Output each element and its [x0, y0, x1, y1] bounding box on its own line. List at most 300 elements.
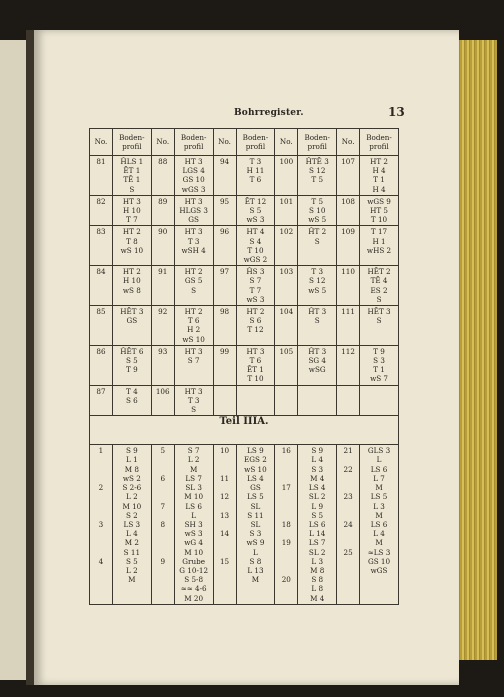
borehole-number-column [213, 445, 236, 604]
profile-layer: HT 3 [184, 386, 203, 396]
soil-profile [174, 345, 213, 385]
borehole-number: 85 [90, 306, 113, 346]
borehole-number: 86 [90, 345, 113, 385]
soil-profile-column [112, 445, 151, 604]
profile-layer: S [129, 184, 135, 194]
profile-layer: S 6 [249, 316, 262, 326]
profile-layer: T 9 [373, 346, 385, 356]
profile-layer: L 9 [311, 501, 324, 511]
profile-layer: T 3 [187, 395, 200, 405]
borehole-number-column [275, 445, 298, 604]
profile-layer: TĒ 1 [123, 175, 141, 185]
spacer [277, 502, 295, 511]
borehole-number: 1 [98, 446, 104, 456]
profile-layer: M [189, 464, 198, 474]
profile-layer: S 5 [125, 356, 138, 366]
profile-layer: M [375, 483, 383, 493]
profile-layer: L [253, 547, 258, 557]
borehole-number: 107 [337, 156, 360, 196]
borehole-number-column [337, 445, 360, 604]
borehole-number: 94 [213, 156, 236, 196]
borehole-number: 22 [343, 464, 353, 474]
profile-layer: T 6 [249, 175, 262, 185]
profile-layer: S 6 [125, 395, 138, 405]
profile-layer: S 5-8 [184, 575, 204, 585]
spacer [154, 455, 172, 464]
profile-layer: H 4 [372, 184, 386, 194]
empty-cell [360, 385, 399, 416]
profile-layer: LS 5 [370, 492, 388, 502]
table-header-row [90, 129, 399, 156]
profile-layer: LS 6 [370, 519, 388, 529]
borehole-number: 92 [151, 306, 174, 346]
profile-layer: HT 2 [184, 267, 203, 277]
soil-profile [360, 156, 399, 196]
borehole-number: 97 [213, 266, 236, 306]
profile-layer: S 2-6 [122, 483, 142, 493]
soil-profile [298, 156, 337, 196]
borehole-number: 8 [160, 519, 166, 529]
profile-layer: L 4 [373, 529, 385, 539]
profile-layer: G 10-12 [179, 565, 209, 575]
spacer [154, 529, 172, 538]
profile-layer: HT 3 [184, 157, 203, 166]
profile-layer: H 2 [187, 325, 201, 335]
profile-layer: LS 7 [308, 538, 326, 548]
soil-profile [174, 195, 213, 226]
col-no-header: No. [90, 129, 113, 156]
profile-layer: S 10 [309, 206, 326, 216]
soil-profile [112, 266, 151, 306]
soil-profile [174, 306, 213, 346]
section-1-body [90, 156, 399, 416]
profile-layer: GLS 3 [367, 446, 391, 456]
borehole-number: 5 [160, 446, 166, 456]
borehole-number-column [90, 445, 113, 604]
profile-layer: HĒT 3 [367, 307, 391, 317]
profile-layer: wS 8 [122, 285, 141, 295]
spacer [277, 529, 295, 538]
spacer [277, 566, 295, 575]
spacer [92, 474, 110, 483]
spacer [216, 548, 234, 557]
soil-profile-column [174, 445, 213, 604]
profile-layer: HT 2 [184, 307, 203, 317]
soil-profile-column [236, 445, 275, 604]
borehole-number: 112 [337, 345, 360, 385]
borehole-number: 83 [90, 226, 113, 266]
profile-layer: LS 3 [123, 519, 141, 529]
profile-layer: M 4 [310, 473, 325, 483]
profile-layer: S 5 [249, 206, 262, 216]
profile-layer: L 1 [126, 455, 138, 465]
borehole-number: 14 [219, 529, 230, 539]
page-header [34, 105, 459, 122]
spacer [277, 455, 295, 464]
spacer [216, 538, 234, 547]
profile-layer: LS 6 [308, 519, 326, 529]
profile-layer: S 12 [309, 166, 326, 176]
profile-layer: wGS [370, 565, 388, 575]
spacer [216, 483, 234, 492]
profile-layer: L [376, 455, 382, 465]
borehole-number: 21 [343, 446, 353, 456]
profile-layer: HĒT 2 [367, 267, 391, 277]
spacer [92, 575, 110, 584]
profile-layer: M 4 [310, 593, 325, 603]
profile-layer: M [251, 575, 260, 585]
profile-layer: ĒT 1 [123, 166, 141, 176]
borehole-number: 15 [219, 556, 230, 566]
col-profil-header: Boden-profil [360, 129, 399, 156]
profile-layer: H 4 [372, 166, 386, 176]
col-profil-header: Boden-profil [174, 129, 213, 156]
profile-layer: S [314, 316, 320, 326]
borehole-number: 96 [213, 226, 236, 266]
borehole-number: 12 [219, 492, 230, 502]
profile-layer: HT 5 [370, 206, 388, 216]
profile-layer: ĒT 12 [244, 196, 267, 206]
profile-layer: ĤS 3 [246, 267, 265, 277]
borehole-number: 102 [275, 226, 298, 266]
borehole-number: 7 [160, 501, 166, 511]
spacer [277, 594, 295, 603]
profile-layer: T 17 [370, 227, 388, 237]
profile-layer: ĤLS 1 [120, 157, 144, 166]
table-row [90, 306, 399, 346]
profile-layer: M [375, 510, 383, 520]
borehole-number: 106 [151, 385, 174, 416]
profile-layer: EGS 2 [244, 455, 267, 465]
profile-layer: L [191, 510, 197, 520]
borehole-number: 6 [160, 473, 166, 483]
profile-layer: HT 3 [184, 346, 203, 356]
profile-layer: S 7 [187, 356, 200, 366]
empty-cell [236, 385, 275, 416]
profile-layer: S 5 [125, 556, 138, 566]
profile-layer: T 9 [126, 365, 138, 375]
col-no-header: No. [275, 129, 298, 156]
soil-profile [236, 226, 275, 266]
spacer [277, 557, 295, 566]
profile-layer: wHS 2 [366, 245, 392, 255]
soil-profile [236, 266, 275, 306]
section-divider-row [90, 416, 399, 445]
table-row [90, 226, 399, 266]
borehole-number: 93 [151, 345, 174, 385]
profile-layer: L 2 [187, 455, 200, 465]
profile-layer: T 1 [373, 365, 385, 375]
profile-layer: wS 3 [246, 294, 265, 304]
profile-layer: ĒT 1 [246, 365, 264, 375]
profile-layer: S 3 [311, 464, 324, 474]
profile-layer: ≈LS 3 [367, 547, 391, 557]
empty-cell [275, 385, 298, 416]
borehole-number: 4 [98, 556, 104, 566]
profile-layer: L 8 [311, 584, 324, 594]
borehole-number: 10 [219, 446, 230, 456]
profile-layer: T 6 [187, 316, 200, 326]
spacer [216, 455, 234, 464]
profile-layer: SG 4 [308, 356, 326, 366]
spacer [277, 492, 295, 501]
profile-layer: HT 2 [370, 157, 388, 166]
profile-layer: M 10 [184, 547, 204, 557]
profile-layer: LS 4 [247, 473, 264, 483]
spacer [92, 566, 110, 575]
profile-layer: GS [188, 215, 199, 225]
profile-layer: T 4 [126, 386, 138, 396]
borehole-number: 99 [213, 345, 236, 385]
empty-cell [298, 385, 337, 416]
profile-layer: M 10 [184, 492, 204, 502]
table-row [90, 345, 399, 385]
profile-layer: S 3 [249, 529, 262, 539]
col-no-header: No. [337, 129, 360, 156]
profile-layer: HT 3 [184, 227, 203, 237]
profile-layer: ES 2 [370, 285, 388, 295]
spacer [92, 538, 110, 547]
profile-layer: L 4 [126, 529, 138, 539]
profile-layer: S 3 [373, 356, 385, 366]
profile-layer: wGS 3 [181, 184, 206, 194]
profile-layer: T 3 [249, 157, 262, 166]
spacer [277, 465, 295, 474]
borehole-number: 98 [213, 306, 236, 346]
borehole-number: 81 [90, 156, 113, 196]
profile-layer: LS 6 [370, 464, 388, 474]
table-row [90, 266, 399, 306]
profile-layer: S 7 [187, 446, 200, 456]
profile-layer: GS [126, 316, 138, 326]
borehole-number: 25 [343, 547, 353, 557]
spacer [216, 566, 234, 575]
spacer [216, 520, 234, 529]
borehole-number: 91 [151, 266, 174, 306]
spacer [154, 584, 172, 593]
soil-profile [236, 306, 275, 346]
profile-layer: S [191, 405, 197, 415]
spacer [92, 529, 110, 538]
profile-layer: ĤT 3 [308, 346, 327, 356]
profile-layer: T 1 [373, 175, 385, 185]
profile-layer: T 5 [311, 196, 324, 206]
profile-layer: T 10 [247, 245, 264, 255]
profile-layer: S 9 [311, 446, 324, 456]
soil-profile [236, 345, 275, 385]
profile-layer: GS 10 [367, 556, 391, 566]
borehole-register-table [89, 128, 399, 605]
spacer [339, 511, 357, 520]
spacer [216, 502, 234, 511]
spacer [92, 455, 110, 464]
profile-layer: T 6 [249, 356, 262, 366]
spacer [339, 474, 357, 483]
spacer [339, 502, 357, 511]
spacer [92, 492, 110, 501]
profile-layer: LGS 4 [182, 166, 205, 176]
borehole-number: 105 [275, 345, 298, 385]
spacer [216, 465, 234, 474]
soil-profile [174, 156, 213, 196]
profile-layer: wS 5 [308, 285, 327, 295]
soil-profile [174, 385, 213, 416]
profile-layer: GS [250, 483, 261, 493]
soil-profile [298, 226, 337, 266]
profile-layer: S 8 [311, 575, 324, 585]
col-no-header: No. [213, 129, 236, 156]
section-2-body [90, 445, 399, 604]
profile-layer: wGS 9 [367, 196, 391, 206]
profile-layer: M 8 [310, 565, 325, 575]
borehole-number: 24 [343, 519, 353, 529]
profile-layer: T 7 [126, 215, 138, 225]
profile-layer: wS 9 [246, 538, 265, 548]
empty-cell [213, 385, 236, 416]
borehole-number: 16 [281, 446, 291, 456]
profile-layer: GS 5 [184, 276, 203, 286]
borehole-number: 89 [151, 195, 174, 226]
profile-layer: LS 7 [185, 473, 202, 483]
profile-layer: T 3 [311, 267, 324, 277]
spacer [92, 465, 110, 474]
profile-layer: L 2 [126, 492, 138, 502]
borehole-number: 9 [160, 556, 166, 566]
profile-layer: L 13 [247, 565, 264, 575]
profile-layer: LS 5 [247, 492, 264, 502]
profile-layer: T 5 [311, 175, 324, 185]
table-row [90, 156, 399, 196]
profile-layer: GS 10 [182, 175, 205, 185]
borehole-number: 11 [219, 473, 230, 483]
profile-layer: wSH 4 [181, 245, 206, 255]
soil-profile-column [360, 445, 399, 604]
col-profil-header: Boden-profil [236, 129, 275, 156]
profile-layer: ĤTĒ 3 [305, 157, 329, 166]
profile-layer: S 8 [249, 556, 262, 566]
soil-profile [360, 345, 399, 385]
spacer [92, 511, 110, 520]
table-row [90, 195, 399, 226]
profile-layer: S 12 [309, 276, 326, 286]
soil-profile [174, 226, 213, 266]
profile-layer: wS 3 [246, 215, 265, 225]
soil-profile [174, 266, 213, 306]
borehole-number: 17 [281, 483, 291, 493]
profile-layer: L 3 [373, 501, 385, 511]
profile-layer: S 9 [125, 446, 138, 456]
col-no-header: No. [151, 129, 174, 156]
profile-layer: LS 4 [308, 483, 326, 493]
soil-profile [360, 226, 399, 266]
profile-layer: wSG [308, 365, 326, 375]
profile-layer: HT 4 [246, 227, 265, 237]
col-profil-header: Boden-profil [112, 129, 151, 156]
profile-layer: M [375, 538, 383, 548]
page-number: 13 [388, 105, 405, 119]
spacer [339, 455, 357, 464]
soil-profile [112, 226, 151, 266]
profile-layer: HT 3 [184, 196, 203, 206]
soil-profile [298, 345, 337, 385]
profile-layer: LS 9 [247, 446, 264, 456]
profile-layer: S 5 [311, 510, 324, 520]
soil-profile [112, 345, 151, 385]
profile-layer: SL 2 [308, 492, 326, 502]
borehole-number: 110 [337, 266, 360, 306]
profile-layer: S [376, 316, 382, 326]
soil-profile [298, 266, 337, 306]
borehole-number-column [151, 445, 174, 604]
borehole-number: 18 [281, 519, 291, 529]
profile-layer: wGS 2 [243, 255, 268, 265]
borehole-number: 19 [281, 538, 291, 548]
spacer [154, 511, 172, 520]
soil-profile [236, 195, 275, 226]
profile-layer: H 1 [372, 236, 386, 246]
spacer [154, 492, 172, 501]
soil-profile [298, 306, 337, 346]
profile-layer: ĤĒT 6 [120, 346, 144, 356]
profile-layer: L 3 [311, 556, 324, 566]
soil-profile [112, 156, 151, 196]
profile-layer: ĤT 2 [308, 227, 327, 237]
spacer [154, 465, 172, 474]
borehole-number: 90 [151, 226, 174, 266]
borehole-number: 84 [90, 266, 113, 306]
profile-layer: SL [250, 501, 261, 511]
profile-layer: HT 2 [122, 267, 141, 277]
spacer [92, 502, 110, 511]
profile-layer: M 2 [124, 538, 139, 548]
profile-layer: T 10 [370, 215, 388, 225]
spacer [277, 548, 295, 557]
borehole-number: 20 [281, 575, 291, 585]
profile-layer: T 8 [126, 236, 138, 246]
spacer [339, 566, 357, 575]
borehole-number: 82 [90, 195, 113, 226]
profile-layer: HT 3 [122, 196, 141, 206]
profile-layer: SL [250, 519, 261, 529]
spacer [339, 557, 357, 566]
borehole-number: 103 [275, 266, 298, 306]
borehole-number: 2 [98, 483, 104, 493]
profile-layer: HT 2 [122, 227, 141, 237]
soil-profile [112, 385, 151, 416]
borehole-number: 108 [337, 195, 360, 226]
profile-layer: S [191, 285, 197, 295]
profile-layer: wS 3 [184, 529, 203, 539]
profile-layer: T 12 [247, 325, 264, 335]
spacer [154, 548, 172, 557]
profile-layer: T 7 [249, 285, 262, 295]
spacer [339, 483, 357, 492]
gilded-page-edges [455, 40, 497, 660]
spacer [277, 584, 295, 593]
borehole-number: 109 [337, 226, 360, 266]
profile-layer: L 2 [126, 565, 138, 575]
profile-layer: wS 5 [308, 215, 327, 225]
profile-layer: S 4 [249, 236, 262, 246]
profile-layer: M 20 [184, 593, 204, 603]
profile-layer: H 11 [246, 166, 265, 176]
soil-profile [360, 266, 399, 306]
profile-layer: wS 10 [182, 334, 205, 344]
spacer [154, 575, 172, 584]
profile-layer: L 14 [309, 529, 326, 539]
profile-layer: wS 7 [370, 374, 388, 384]
profile-layer: M 10 [122, 501, 142, 511]
